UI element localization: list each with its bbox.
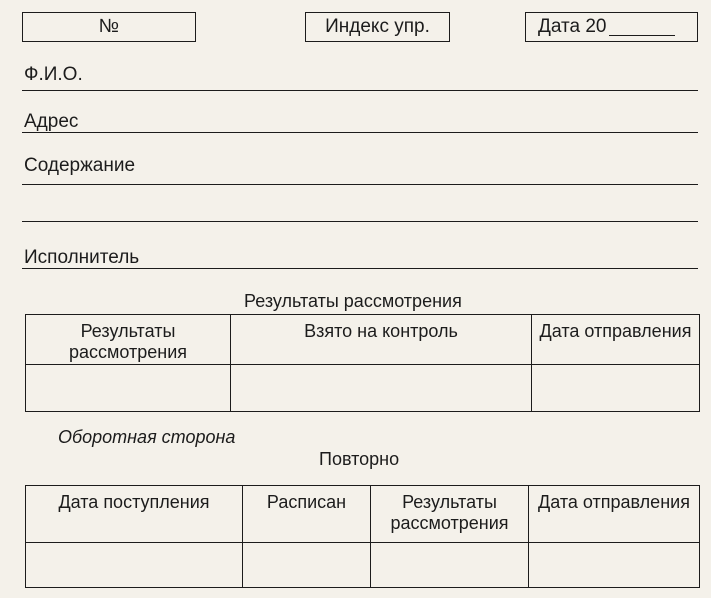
repeat-col-results: Результаты рассмотрения [371,486,529,543]
number-label: № [98,16,120,37]
repeat-col-sent-date: Дата отправления [529,486,700,543]
repeat-table [25,485,700,588]
repeat-assigned-cell[interactable] [243,543,371,588]
review-col-control: Взято на контроль [231,315,532,365]
repeat-header-row [26,486,700,543]
content-line-2[interactable] [22,221,698,222]
executor-label: Исполнитель [24,247,140,268]
review-table [25,314,700,412]
review-col-results: Результаты рассмотрения [26,315,231,365]
repeat-received-date-cell[interactable] [26,543,243,588]
executor-line[interactable] [22,268,698,269]
review-entry-row [26,365,700,412]
review-sent-date-cell[interactable] [532,365,700,412]
date-blank-line[interactable] [609,19,675,36]
date-label: Дата 20 [538,16,607,37]
index-box [305,12,450,42]
index-label: Индекс упр. [325,16,430,37]
repeat-col-received-date: Дата поступления [26,486,243,543]
reverse-side-label: Оборотная сторона [58,427,236,447]
fio-label: Ф.И.О. [24,64,83,85]
address-line[interactable] [22,132,698,133]
repeat-col-assigned: Расписан [243,486,371,543]
address-label: Адрес [24,111,79,132]
date-box [525,12,698,42]
content-line-1[interactable] [22,184,698,185]
review-col-sent-date: Дата отправления [532,315,700,365]
repeat-sent-date-cell[interactable] [529,543,700,588]
review-title: Результаты рассмотрения [244,291,462,311]
review-control-cell[interactable] [231,365,532,412]
fio-line[interactable] [22,90,698,91]
repeat-entry-row [26,543,700,588]
repeat-results-cell[interactable] [371,543,529,588]
review-header-row [26,315,700,365]
number-box [22,12,196,42]
content-label: Содержание [24,155,136,176]
review-results-cell[interactable] [26,365,231,412]
repeat-title: Повторно [319,449,400,469]
